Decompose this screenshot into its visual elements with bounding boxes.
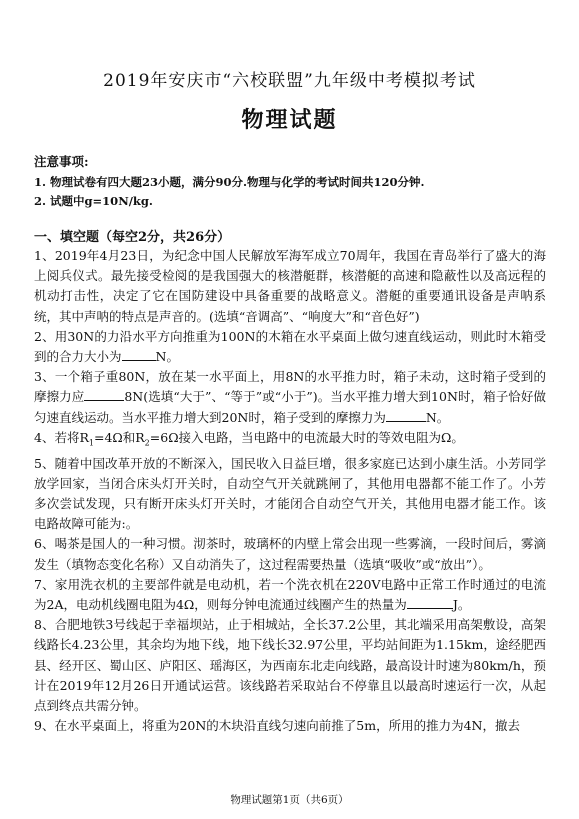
page-footer: 物理试题第1页（共6页） [230,794,349,806]
section-heading-fill-in: 一、填空题（每空2分，共26分） [34,230,231,245]
answer-blank[interactable] [407,595,453,609]
question-2-text: 2、用30N的力沿水平方向推重为100N的木箱在水平桌面上做匀速直线运动，则此时木箱受到的合力大小为 [34,328,546,365]
answer-blank[interactable] [84,387,124,401]
notes-heading: 注意事项: [34,154,89,169]
exam-subject-title: 物理试题 [241,107,338,133]
question-3-text-b: 8N(选填“大于”、“等于”或“小于”)。当水平推力增大到10N时，箱子恰好做匀速直线运动。当水平推力增大到20N时，箱子受到的摩擦力为 [34,389,546,425]
question-4-text-c: =6Ω接入电路，当电路中的电流最大时的等效电阻为Ω。 [149,429,464,445]
exam-header-title: 2019年安庆市“六校联盟”九年级中考模拟考试 [103,71,476,91]
question-5: 5、随着中国改革开放的不断深入，国民收入日益巨增，很多家庭已达到小康生活。小芳同学放学回家，当闭合床头灯开关时，自动空气开关就跳闸了，其他用电器都不能工作了。小芳多次尝试发现，只有断开床头灯开关时，才能闭合自动空气开关，其他用电器才能工作。该电路故障可能为:。 [34,455,546,532]
question-3-unit: N。 [425,409,450,425]
question-7-text: 7、家用洗衣机的主要部件就是电动机，若一个洗衣机在220V电路中正常工作时通过的电流为2A，电动机线圈电阻为4Ω，则每分钟电流通过线圈产生的热量为 [34,576,546,612]
note-item-1: 1. 物理试卷有四大题23小题，满分90分.物理与化学的考试时间共120分钟. [34,175,425,189]
question-list [34,246,546,736]
subscript: 2 [144,438,150,448]
answer-blank[interactable] [122,347,156,361]
question-4 [34,428,546,454]
question-1: 1、2019年4月23日，为纪念中国人民解放军海军成立70周年，我国在青岛举行了盛大的海上阅兵仪式。最先接受检阅的是我国强大的核潜艇群，核潜艇的高速和隐蔽性以及高远程的机动打击性，决定了它在国防建设中具备重要的战略意义。潜艇的重要通讯设备是声呐系统，其中声呐的特点是声音的。(选填“音调高”、“响度大”和“音色好”) [34,248,546,324]
question-8: 8、合肥地铁3号线起于幸福坝站，止于相城站，全长37.2公里，其北端采用高架敷设，高架线路长4.23公里，其余均为地下线，地下线长32.97公里，平均站间距为1.15km，途经肥西县、经开区、蜀山区、庐阳区、瑶海区，为西南东北走向线路，最高设计时速为80km/h，预计在2019年12月26日开通试运营。该线路若采取站台不停靠且以最高时速运行一次，从起点到终点共需分钟。 [34,617,546,713]
subscript: 1 [88,438,94,448]
question-3 [34,367,546,428]
question-6: 6、喝茶是国人的一种习惯。沏茶时，玻璃杯的内壁上常会出现一些雾滴，一段时间后，雾滴发生（填物态变化名称）又自动消失了，这过程需要热量（选填“吸收”或“放出”）。 [34,536,546,572]
question-3-text-a: 3、一个箱子重80N，放在某一水平面上，用8N的水平推力时，箱子未动，这时箱子受到的摩擦力应 [34,369,546,405]
question-7-unit: J。 [452,596,471,612]
question-2 [34,327,546,367]
answer-blank[interactable] [386,408,426,422]
question-9: 9、在水平桌面上，将重为20N的木块沿直线匀速向前推了5m，所用的推力为4N，撤去 [34,718,520,734]
question-4-text-a: 4、若将R [34,429,89,445]
question-2-unit: N。 [155,349,179,365]
question-7 [34,575,546,615]
question-4-text-b: =4Ω和R [93,429,145,445]
note-item-2: 2. 试题中g=10N/kg. [34,194,153,208]
